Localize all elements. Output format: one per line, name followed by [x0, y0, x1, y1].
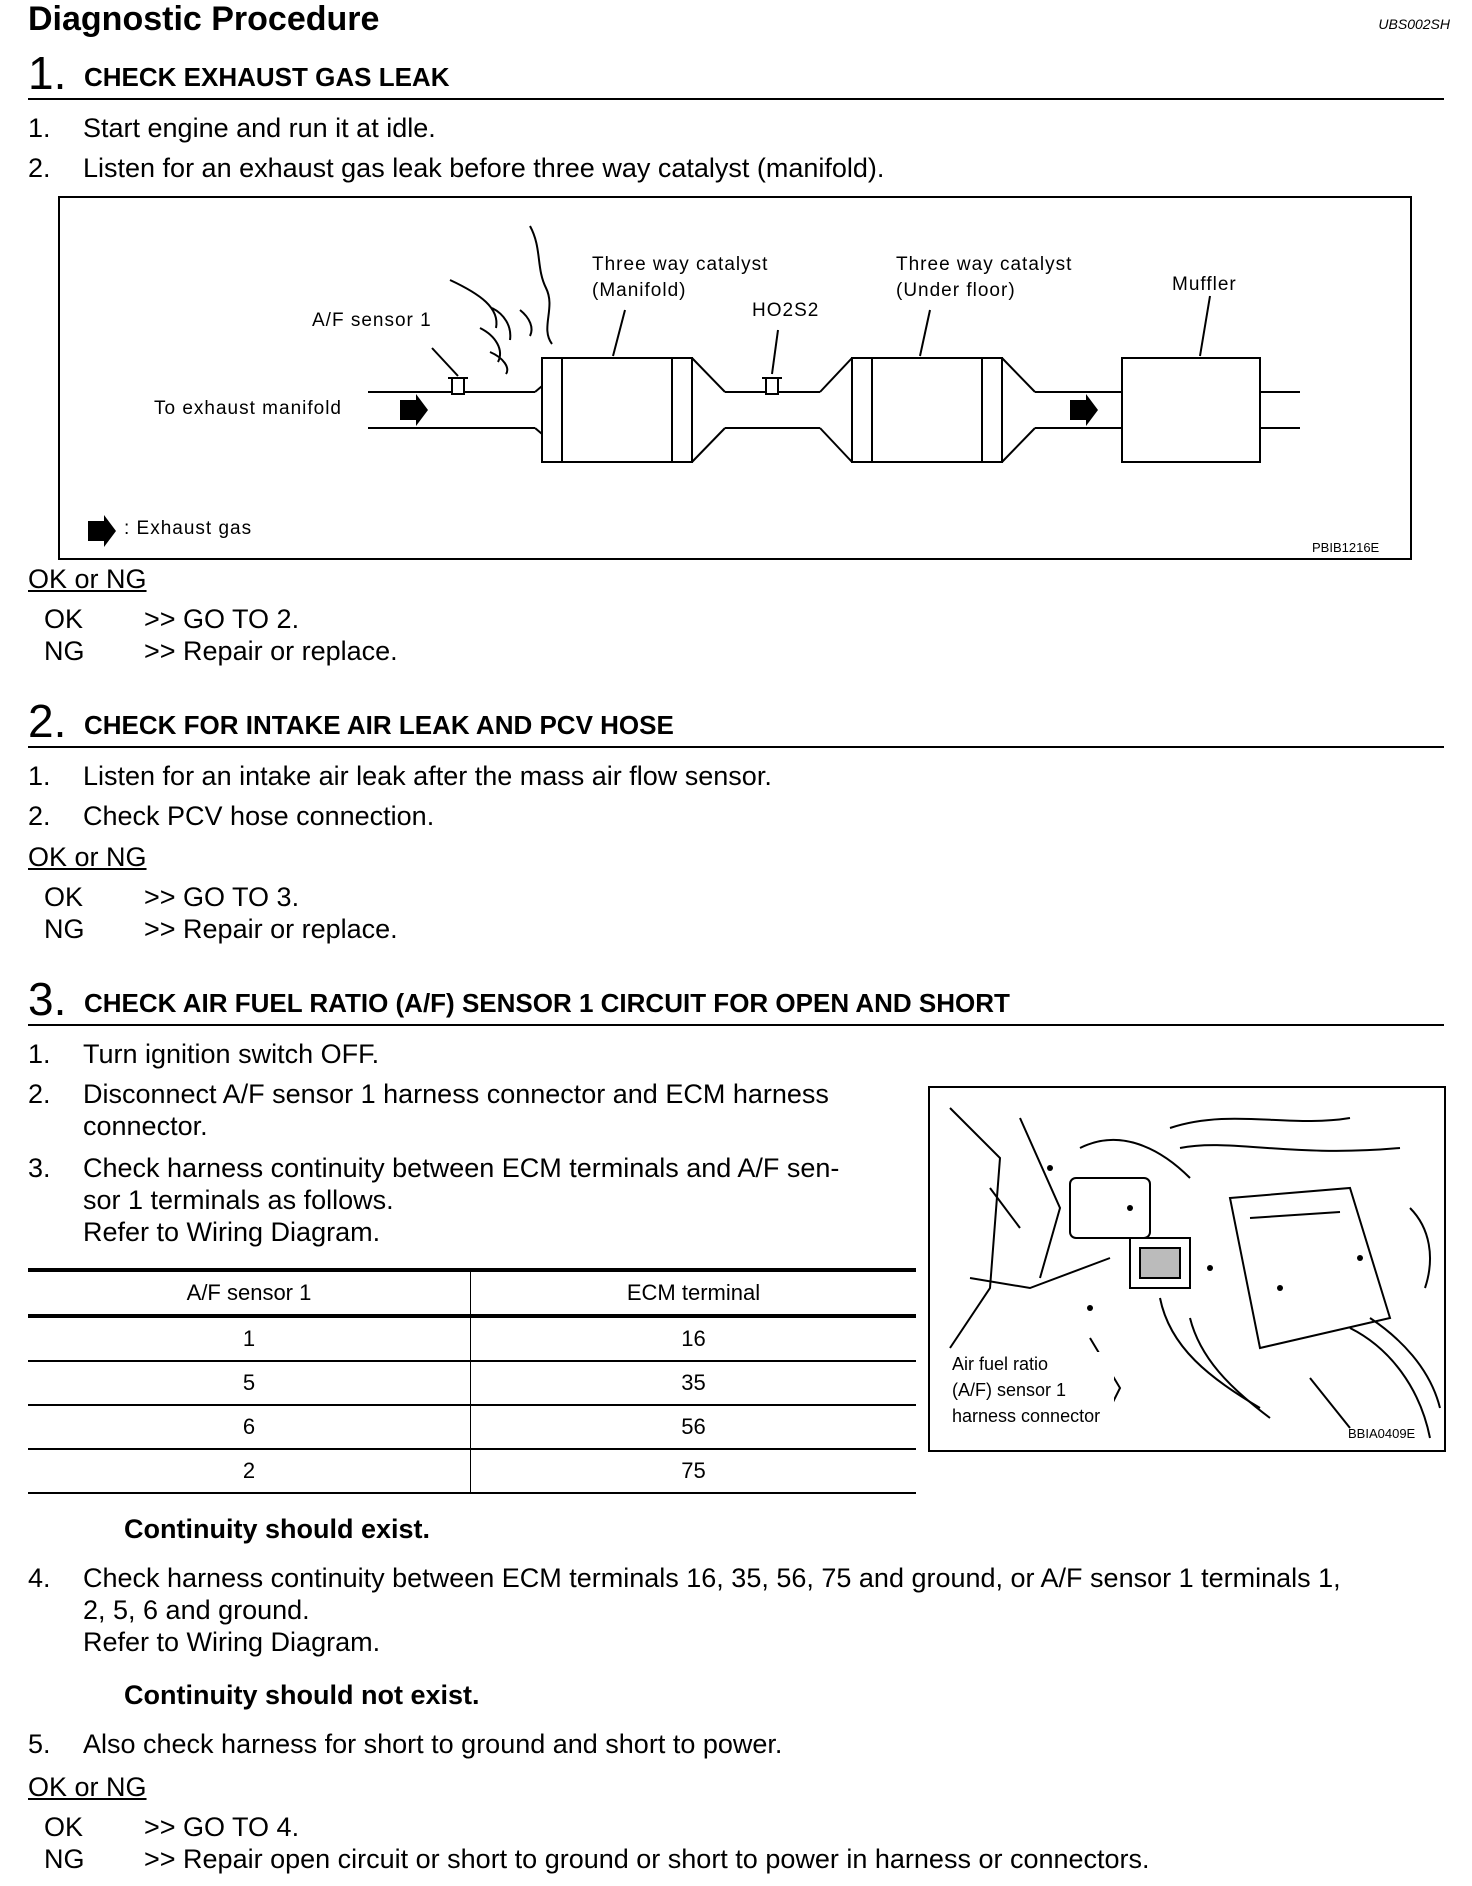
table-header-row — [28, 1270, 916, 1316]
step-text: Check harness continuity between ECM terminals and A/F sen- — [83, 1153, 840, 1183]
step-text-cont: Refer to Wiring Diagram. — [83, 1217, 381, 1247]
result-key: NG — [44, 1844, 85, 1874]
table-row — [28, 1361, 916, 1405]
table-cell: 16 — [471, 1316, 917, 1361]
step-number: 1. — [28, 761, 51, 791]
step — [28, 800, 1428, 834]
doc-id: UBS002SH — [1378, 16, 1450, 32]
step — [28, 760, 1428, 794]
table-cell: 56 — [471, 1405, 917, 1449]
step-number: 5. — [28, 1729, 51, 1759]
step — [28, 1038, 908, 1072]
table-row — [28, 1405, 916, 1449]
page-title: Diagnostic Procedure — [28, 0, 380, 38]
af-sensor-label: A/F sensor 1 — [312, 310, 432, 331]
section-title: CHECK EXHAUST GAS LEAK — [84, 62, 450, 92]
table-cell: 35 — [471, 1361, 917, 1405]
step-text-cont: connector. — [83, 1111, 208, 1141]
connector-photo-figure — [928, 1086, 1446, 1452]
step-number: 1. — [28, 1039, 51, 1069]
result-action: >> Repair open circuit or short to ground or short to power in harness or connectors. — [144, 1844, 1150, 1874]
figure-code: PBIB1216E — [1312, 540, 1380, 555]
step — [28, 1152, 908, 1252]
step-number: 3. — [28, 1153, 51, 1183]
step-text: Check harness continuity between ECM terminals 16, 35, 56, 75 and ground, or A/F sensor 1 terminals 1, — [83, 1563, 1341, 1593]
table-cell: 2 — [28, 1449, 471, 1493]
continuity-note: Continuity should exist. — [124, 1514, 431, 1544]
step-number: 4. — [28, 1563, 51, 1593]
continuity-table — [28, 1268, 916, 1494]
table-row — [28, 1449, 916, 1493]
result-ng — [44, 636, 1444, 668]
step-text: Disconnect A/F sensor 1 harness connector and ECM harness — [83, 1079, 829, 1109]
result-key: OK — [44, 1812, 84, 1842]
result-key: OK — [44, 604, 84, 634]
section-number: 3. — [28, 973, 67, 1025]
table-cell: 1 — [28, 1316, 471, 1361]
twc-manifold-label-sub: (Manifold) — [592, 280, 687, 301]
step-text: Listen for an intake air leak after the mass air flow sensor. — [83, 761, 772, 791]
connector-label-line2: (A/F) sensor 1 — [952, 1380, 1067, 1400]
section-1-header — [28, 46, 1444, 100]
exhaust-diagram — [60, 198, 1410, 558]
result-action: >> GO TO 3. — [144, 882, 300, 912]
step-text: Check PCV hose connection. — [83, 801, 435, 831]
step-text: Listen for an exhaust gas leak before three way catalyst (manifold). — [83, 153, 885, 183]
step-number: 2. — [28, 153, 51, 183]
result-action: >> Repair or replace. — [144, 636, 398, 666]
result-ok — [44, 1812, 1464, 1844]
step-text: Start engine and run it at idle. — [83, 113, 436, 143]
result-key: NG — [44, 914, 85, 944]
step-text-cont: 2, 5, 6 and ground. — [83, 1595, 310, 1625]
result-ok — [44, 882, 1444, 914]
step-text: Also check harness for short to ground and short to power. — [83, 1729, 783, 1759]
result-key: OK — [44, 882, 84, 912]
no-continuity-note: Continuity should not exist. — [124, 1680, 480, 1710]
step — [28, 1728, 1448, 1762]
ok-or-ng-label: OK or NG — [28, 842, 147, 872]
section-number: 1. — [28, 47, 67, 99]
table-cell: 75 — [471, 1449, 917, 1493]
section-number: 2. — [28, 695, 67, 747]
ok-or-ng-label: OK or NG — [28, 564, 147, 594]
figure-code: BBIA0409E — [1348, 1426, 1416, 1441]
to-exhaust-manifold-label: To exhaust manifold — [154, 398, 342, 419]
table-header: ECM terminal — [471, 1270, 917, 1316]
legend-exhaust-gas: : Exhaust gas — [124, 518, 253, 539]
step — [28, 1562, 1448, 1662]
step — [28, 152, 1428, 186]
exhaust-system-figure — [58, 196, 1412, 560]
step-number: 2. — [28, 801, 51, 831]
step-number: 2. — [28, 1079, 51, 1109]
muffler-label: Muffler — [1172, 274, 1237, 295]
ok-or-ng-label: OK or NG — [28, 1772, 147, 1802]
twc-underfloor-label-sub: (Under floor) — [896, 280, 1016, 301]
step-text-cont: sor 1 terminals as follows. — [83, 1185, 394, 1215]
connector-label-line1: Air fuel ratio — [952, 1354, 1049, 1374]
result-ng — [44, 1844, 1464, 1876]
step — [28, 112, 1428, 146]
table-row — [28, 1316, 916, 1361]
result-action: >> GO TO 2. — [144, 604, 300, 634]
section-title: CHECK AIR FUEL RATIO (A/F) SENSOR 1 CIRCUIT FOR OPEN AND SHORT — [84, 988, 1010, 1018]
result-action: >> Repair or replace. — [144, 914, 398, 944]
step-number: 1. — [28, 113, 51, 143]
result-ok — [44, 604, 1444, 636]
table-cell: 6 — [28, 1405, 471, 1449]
table-cell: 5 — [28, 1361, 471, 1405]
twc-manifold-label: Three way catalyst — [592, 254, 769, 275]
twc-underfloor-label: Three way catalyst — [896, 254, 1073, 275]
step — [28, 1078, 908, 1144]
table-header: A/F sensor 1 — [28, 1270, 471, 1316]
section-3-header — [28, 972, 1444, 1026]
step-text: Turn ignition switch OFF. — [83, 1039, 380, 1069]
ho2s2-label: HO2S2 — [752, 300, 820, 321]
result-key: NG — [44, 636, 85, 666]
connector-label-line3: harness connector — [952, 1406, 1101, 1426]
section-2-header — [28, 694, 1444, 748]
section-title: CHECK FOR INTAKE AIR LEAK AND PCV HOSE — [84, 710, 674, 740]
result-ng — [44, 914, 1444, 946]
step-text-cont: Refer to Wiring Diagram. — [83, 1627, 381, 1657]
result-action: >> GO TO 4. — [144, 1812, 300, 1842]
